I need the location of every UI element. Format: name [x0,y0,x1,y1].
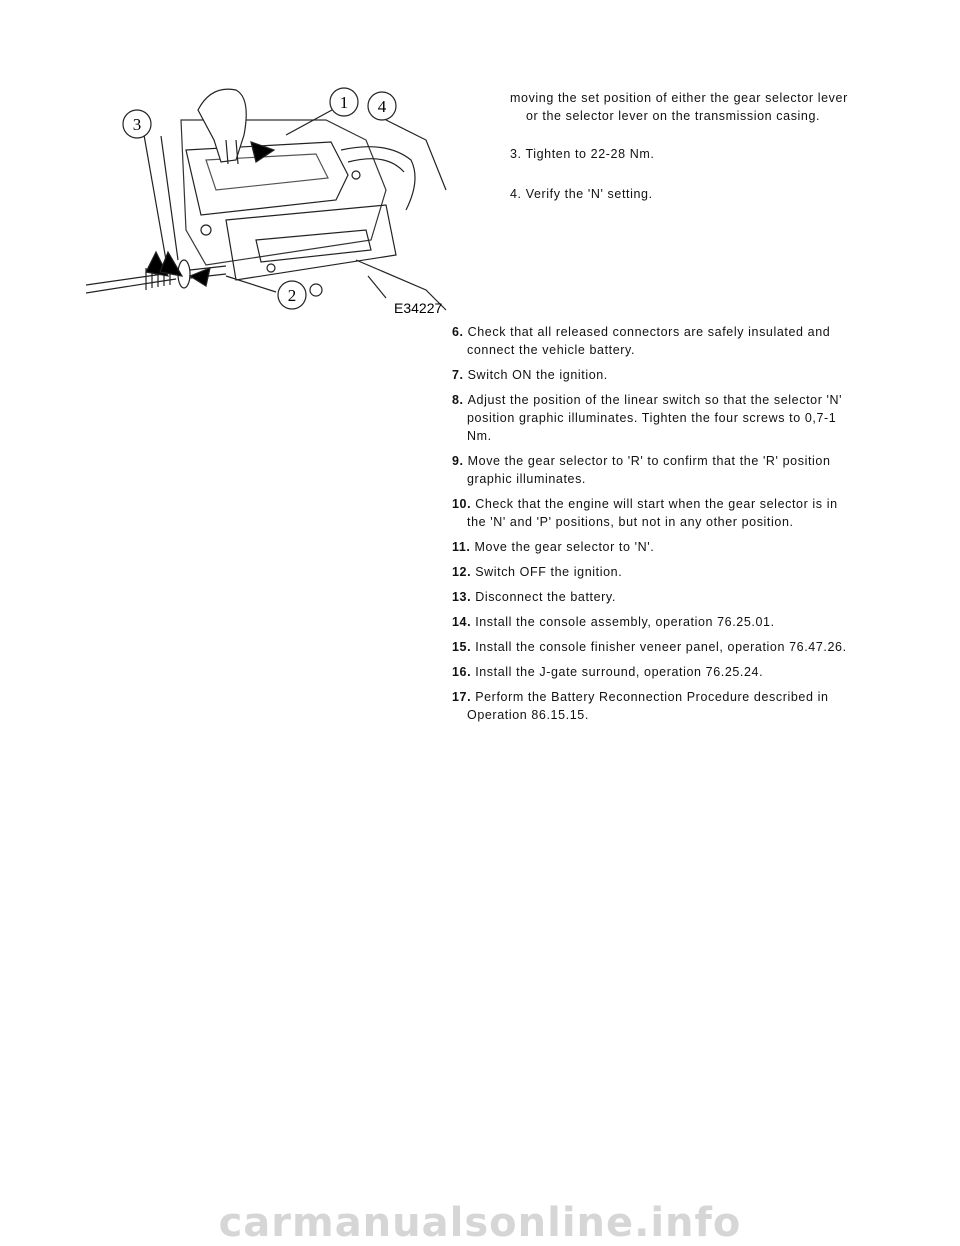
step-number: 7. [452,368,464,382]
step-text: Check that all released connectors are safely insulated and [467,325,831,339]
step-number: 17. [452,690,472,704]
procedure-step [452,613,892,631]
step-text-continued: Nm. [467,429,492,443]
step-text: Install the console assembly, operation 76.25.01. [475,615,775,629]
callout-1: 1 [339,93,349,112]
step-number: 9. [452,454,464,468]
step-number: 10. [452,497,472,511]
procedure-step [452,452,892,488]
step-number: 6. [452,325,464,339]
step-number: 14. [452,615,472,629]
step-text: Switch ON the ignition. [467,368,608,382]
step-text: Switch OFF the ignition. [475,565,623,579]
step-number: 15. [452,640,472,654]
step-number: 16. [452,665,472,679]
step-text: Move the gear selector to 'N'. [474,540,655,554]
step-text-continued: position graphic illuminates. Tighten the four screws to 0,7-1 [467,411,837,425]
step-number: 11. [452,540,471,554]
step-text: Install the J-gate surround, operation 76.25.24. [475,665,764,679]
step-text-continued: the 'N' and 'P' positions, but not in any other position. [467,515,794,529]
procedure-step [452,638,892,656]
step-text: Install the console finisher veneer panel, operation 76.47.26. [475,640,847,654]
step-number: 8. [452,393,464,407]
procedure-step [452,688,892,724]
step-text: Perform the Battery Reconnection Procedure described in [475,690,829,704]
procedure-steps [452,323,892,731]
procedure-step [452,538,892,556]
procedure-step [452,495,892,531]
substep-3: 3. Tighten to 22-28 Nm. [510,147,655,161]
step-text: Move the gear selector to 'R' to confirm that the 'R' position [467,454,831,468]
gear-selector-diagram [86,80,452,316]
step-number: 12. [452,565,472,579]
callout-2: 2 [287,286,297,305]
procedure-step [452,323,892,359]
step-text: Adjust the position of the linear switch so that the selector 'N' [467,393,843,407]
figure-continuation-text [510,89,890,203]
procedure-step [452,663,892,681]
procedure-step [452,391,892,445]
procedure-step [452,588,892,606]
figure-code: E34227 [394,300,443,316]
callout-3: 3 [132,115,142,134]
step-number: 13. [452,590,472,604]
callout-4: 4 [377,97,387,116]
continuation-line-2: or the selector lever on the transmission casing. [526,109,821,123]
step-text-continued: connect the vehicle battery. [467,343,636,357]
step-text: Check that the engine will start when the gear selector is in [475,497,838,511]
watermark: carmanualsonline.info [218,1200,742,1246]
step-text: Disconnect the battery. [475,590,616,604]
procedure-step [452,563,892,581]
continuation-line-1: moving the set position of either the gear selector lever [510,91,848,105]
substep-4: 4. Verify the 'N' setting. [510,187,653,201]
procedure-step [452,366,892,384]
step-text-continued: graphic illuminates. [467,472,586,486]
step-text-continued: Operation 86.15.15. [467,708,589,722]
